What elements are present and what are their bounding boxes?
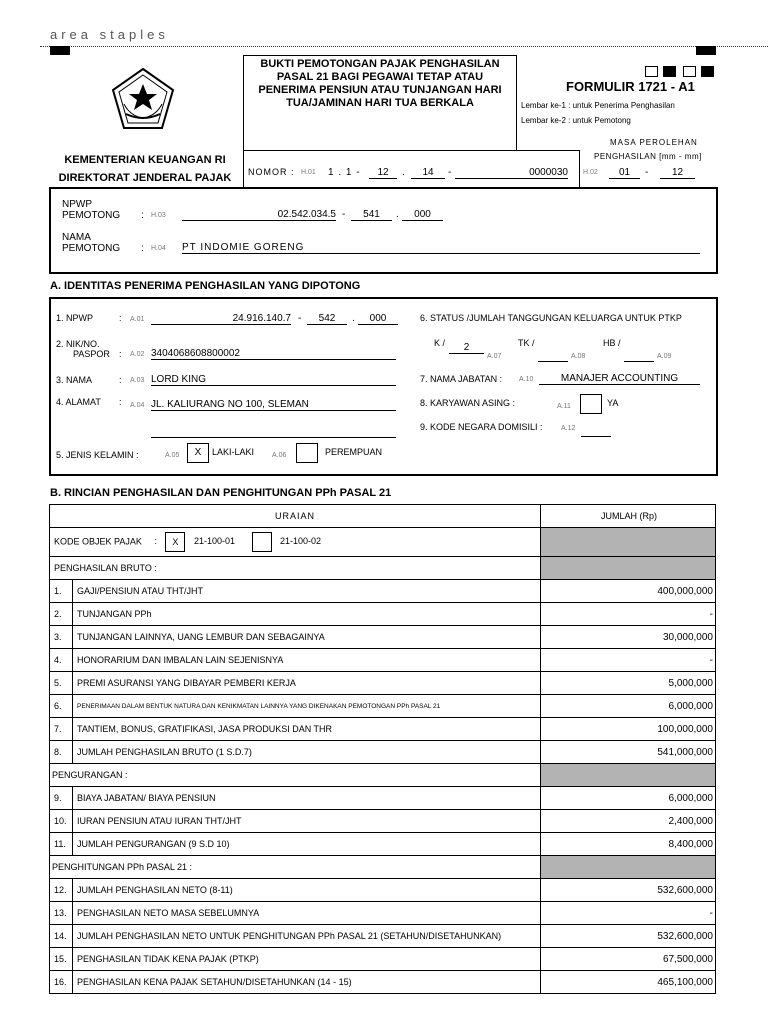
row-amount: 100,000,000	[541, 718, 716, 741]
row-number: 7.	[50, 718, 73, 741]
nomor-code: H.01	[301, 169, 316, 176]
form-code: FORMULIR 1721 - A1	[566, 79, 695, 94]
kode-objek-row	[50, 528, 541, 557]
masa-label-range: PENGHASILAN [mm - mm]	[594, 152, 702, 161]
a6-perempuan-label: PEREMPUAN	[325, 447, 383, 457]
a2-colon: :	[119, 349, 122, 359]
npwp-pemotong-dot: .	[396, 209, 399, 220]
npwp-pemotong-colon: :	[141, 210, 144, 221]
table-row	[50, 626, 716, 649]
a6-code: A.06	[272, 452, 287, 459]
header-divider-right	[516, 55, 517, 150]
a3-colon: :	[119, 375, 122, 385]
row-number: 1.	[50, 580, 73, 603]
a4-colon: :	[119, 397, 122, 407]
nomor-part-2: 12	[369, 167, 397, 179]
npwp-pemotong-label-2: PEMOTONG	[62, 210, 121, 221]
table-row	[50, 879, 716, 902]
table-row	[50, 672, 716, 695]
masa-label: MASA PEROLEHAN	[610, 138, 698, 147]
row-label: PENGHASILAN TIDAK KENA PAJAK (PTKP)	[73, 948, 541, 971]
table-row	[50, 971, 716, 994]
a-jabatan-label: 7. NAMA JABATAN :	[420, 374, 503, 384]
npwp-pemotong-part-2: 541	[351, 209, 392, 221]
nomor-part-4: 0000030	[455, 167, 568, 179]
nomor-part-3: 14	[411, 167, 445, 179]
a3-nama-value: LORD KING	[151, 374, 396, 386]
row-amount: -	[541, 649, 716, 672]
table-row	[50, 787, 716, 810]
rincian-table	[49, 504, 716, 994]
a-negara-value	[581, 424, 611, 437]
row-number: 2.	[50, 603, 73, 626]
row-number: 16.	[50, 971, 73, 994]
row-amount: 541,000,000	[541, 741, 716, 764]
table-row	[50, 925, 716, 948]
kode-objek-2: 21-100-02	[280, 536, 322, 547]
header-mid-line	[243, 150, 580, 151]
table-row	[50, 902, 716, 925]
table-row	[50, 833, 716, 856]
bruto-section-header: PENGHASILAN BRUTO :	[50, 557, 541, 580]
corner-mark-right	[696, 46, 716, 55]
a6-perempuan-checkbox[interactable]	[296, 443, 318, 463]
kode-objek-checkbox-2[interactable]	[252, 532, 272, 552]
nomor-label: NOMOR :	[248, 167, 295, 177]
masa-to: 12	[660, 167, 695, 179]
npwp-pemotong-part-1: 02.542.034.5	[182, 209, 336, 221]
row-amount: 67,500,000	[541, 948, 716, 971]
row-amount: 532,600,000	[541, 925, 716, 948]
tk-label: TK /	[518, 338, 535, 348]
nama-pemotong-value: PT INDOMIE GORENG	[182, 242, 700, 254]
a3-nama-label: 3. NAMA	[56, 375, 93, 385]
a3-code: A.03	[130, 377, 145, 384]
k-code: A.07	[487, 353, 502, 360]
a-jabatan-value: MANAJER ACCOUNTING	[539, 373, 700, 385]
a1-npwp-label: 1. NPWP	[56, 313, 94, 323]
a1-npwp-part-1: 24.916.140.7	[151, 313, 291, 325]
row-label: JUMLAH PENGHASILAN NETO (8-11)	[73, 879, 541, 902]
col-uraian-header: URAIAN	[50, 505, 541, 528]
doc-title-line: TUA/JAMINAN HARI TUA BERKALA	[286, 97, 474, 109]
form-copy-box	[645, 66, 658, 77]
nomor-part-1: 1 . 1 -	[328, 167, 361, 178]
a2-code: A.02	[130, 351, 145, 358]
a1-npwp-dot: .	[352, 313, 355, 324]
row-amount: 6,000,000	[541, 787, 716, 810]
a-asing-label: 8. KARYAWAN ASING :	[420, 398, 516, 408]
header-divider-left	[243, 55, 244, 187]
a-negara-code: A.12	[561, 425, 576, 432]
a1-npwp-part-2: 542	[307, 313, 347, 325]
row-label: TANTIEM, BONUS, GRATIFIKASI, JASA PRODUKSI DAN THR	[73, 718, 541, 741]
a1-colon: :	[119, 313, 122, 323]
kode-objek-label: KODE OBJEK PAJAK	[54, 536, 142, 547]
kode-objek-amount	[541, 528, 716, 557]
staple-dotted-line	[40, 46, 768, 47]
row-label: PENGHASILAN NETO MASA SEBELUMNYA	[73, 902, 541, 925]
row-number: 6.	[50, 695, 73, 718]
row-amount: -	[541, 902, 716, 925]
row-label: JUMLAH PENGHASILAN BRUTO (1 S.D.7)	[73, 741, 541, 764]
row-label: TUNJANGAN PPh	[73, 603, 541, 626]
row-amount: 532,600,000	[541, 879, 716, 902]
row-label: PENGHASILAN KENA PAJAK SETAHUN/DISETAHUNKAN (14 - 15)	[73, 971, 541, 994]
bruto-rows	[50, 580, 716, 764]
row-number: 15.	[50, 948, 73, 971]
pengurangan-section-header: PENGURANGAN :	[50, 764, 541, 787]
a1-npwp-dash: -	[298, 313, 302, 324]
table-row	[50, 649, 716, 672]
row-amount: 8,400,000	[541, 833, 716, 856]
kode-objek-1: 21-100-01	[193, 536, 235, 547]
header-nomor-divider	[579, 150, 580, 187]
a4-alamat-value: JL. KALIURANG NO 100, SLEMAN	[151, 399, 396, 411]
nama-pemotong-code: H.04	[151, 245, 166, 252]
doc-title-line: PENERIMA PENSIUN ATAU TUNJANGAN HARI	[258, 84, 502, 96]
row-number: 13.	[50, 902, 73, 925]
pengurangan-section-amount	[541, 764, 716, 787]
row-amount: 465,100,000	[541, 971, 716, 994]
table-row	[50, 580, 716, 603]
row-amount: -	[541, 603, 716, 626]
a-negara-label: 9. KODE NEGARA DOMISILI :	[420, 422, 543, 432]
hb-value	[624, 349, 654, 362]
row-number: 4.	[50, 649, 73, 672]
row-number: 8.	[50, 741, 73, 764]
form-copy-box-filled	[701, 66, 714, 77]
ministry-name: KEMENTERIAN KEUANGAN RI	[64, 154, 226, 166]
row-amount: 6,000,000	[541, 695, 716, 718]
pemotong-box	[49, 187, 718, 274]
masa-from: 01	[609, 167, 640, 179]
a4-alamat-label: 4. ALAMAT	[56, 397, 101, 407]
tk-code: A.08	[571, 353, 586, 360]
row-amount: 2,400,000	[541, 810, 716, 833]
doc-title-line: PASAL 21 BAGI PEGAWAI TETAP ATAU	[276, 71, 484, 83]
nama-pemotong-label-2: PEMOTONG	[62, 243, 121, 254]
row-number: 12.	[50, 879, 73, 902]
bruto-section-amount	[541, 557, 716, 580]
pengurangan-rows	[50, 787, 716, 856]
a1-code: A.01	[130, 316, 145, 323]
row-label: JUMLAH PENGURANGAN (9 S.D 10)	[73, 833, 541, 856]
table-row	[50, 810, 716, 833]
header-top-line	[243, 55, 517, 56]
row-label: PREMI ASURANSI YANG DIBAYAR PEMBERI KERJA	[73, 672, 541, 695]
a-status-label: 6. STATUS /JUMLAH TANGGUNGAN KELUARGA UNTUK PTKP	[420, 313, 682, 323]
row-number: 3.	[50, 626, 73, 649]
col-jumlah-header: JUMLAH (Rp)	[541, 505, 716, 528]
penghitungan-section-amount	[541, 856, 716, 879]
a2-nik-label: 2. NIK/NO.	[56, 339, 100, 349]
penghitungan-rows	[50, 879, 716, 994]
lembar-1: Lembar ke-1 : untuk Penerima Penghasilan	[521, 101, 675, 110]
k-value: 2	[449, 342, 484, 354]
kode-objek-colon: :	[154, 536, 157, 547]
section-b-title: B. RINCIAN PENGHASILAN DAN PENGHITUNGAN PPh PASAL 21	[50, 487, 392, 499]
a5-code: A.05	[165, 452, 180, 459]
npwp-pemotong-code: H.03	[151, 212, 166, 219]
masa-dash: -	[645, 167, 649, 178]
row-label: GAJI/PENSIUN ATAU THT/JHT	[73, 580, 541, 603]
a2-paspor-label: PASPOR	[73, 349, 110, 359]
npwp-pemotong-label: NPWP	[62, 199, 92, 210]
table-row	[50, 695, 716, 718]
a5-laki-checkbox[interactable]: X	[187, 443, 209, 463]
row-number: 10.	[50, 810, 73, 833]
a-asing-ya: YA	[607, 398, 619, 408]
form-copy-box-filled	[663, 66, 676, 77]
row-amount: 400,000,000	[541, 580, 716, 603]
npwp-pemotong-part-3: 000	[402, 209, 443, 221]
row-amount: 5,000,000	[541, 672, 716, 695]
form-copy-box	[683, 66, 696, 77]
a-asing-code: A.11	[557, 403, 571, 410]
table-row	[50, 948, 716, 971]
nama-pemotong-colon: :	[141, 243, 144, 254]
k-label: K /	[434, 338, 446, 348]
row-label: BIAYA JABATAN/ BIAYA PENSIUN	[73, 787, 541, 810]
tk-value	[538, 349, 568, 362]
row-amount: 30,000,000	[541, 626, 716, 649]
row-label: IURAN PENSIUN ATAU IURAN THT/JHT	[73, 810, 541, 833]
row-label: PENERIMAAN DALAM BENTUK NATURA DAN KENIKMATAN LAINNYA YANG DIKENAKAN PEMOTONGAN PPh PASAL 21	[73, 695, 541, 718]
table-row	[50, 741, 716, 764]
hb-label: HB /	[603, 338, 621, 348]
npwp-pemotong-dash: -	[342, 209, 346, 220]
row-number: 5.	[50, 672, 73, 695]
penghitungan-section-header: PENGHITUNGAN PPh PASAL 21 :	[50, 856, 541, 879]
nomor-dash: -	[448, 167, 452, 178]
kode-objek-checkbox-1[interactable]: X	[165, 532, 185, 552]
row-label: TUNJANGAN LAINNYA, UANG LEMBUR DAN SEBAGAINYA	[73, 626, 541, 649]
hb-code: A.09	[657, 353, 672, 360]
nama-pemotong-label: NAMA	[62, 232, 91, 243]
row-label: HONORARIUM DAN IMBALAN LAIN SEJENISNYA	[73, 649, 541, 672]
nomor-dot: .	[402, 167, 405, 178]
row-number: 14.	[50, 925, 73, 948]
a5-laki-label: LAKI-LAKI	[212, 447, 255, 457]
table-row	[50, 603, 716, 626]
row-number: 9.	[50, 787, 73, 810]
section-a-title: A. IDENTITAS PENERIMA PENGHASILAN YANG DIPOTONG	[50, 280, 361, 292]
row-label: JUMLAH PENGHASILAN NETO UNTUK PENGHITUNGAN PPh PASAL 21 (SETAHUN/DISETAHUNKAN)	[73, 925, 541, 948]
table-row	[50, 718, 716, 741]
a2-nik-value: 3404068608800002	[151, 348, 396, 360]
area-staples-label: area staples	[50, 27, 169, 42]
a1-npwp-part-3: 000	[358, 313, 398, 325]
directorate-name: DIREKTORAT JENDERAL PAJAK	[58, 172, 232, 184]
a4-code: A.04	[130, 402, 145, 409]
doc-title-line: BUKTI PEMOTONGAN PAJAK PENGHASILAN	[260, 58, 500, 70]
corner-mark-left	[50, 46, 70, 55]
lembar-2: Lembar ke-2 : untuk Pemotong	[521, 116, 631, 125]
a-asing-checkbox[interactable]	[580, 394, 602, 414]
ministry-emblem-icon	[110, 66, 176, 132]
a-jabatan-code: A.10	[519, 376, 534, 383]
a5-jk-label: 5. JENIS KELAMIN :	[56, 450, 139, 460]
masa-code: H.02	[583, 169, 598, 176]
a4-alamat-line-2	[151, 425, 396, 438]
row-number: 11.	[50, 833, 73, 856]
